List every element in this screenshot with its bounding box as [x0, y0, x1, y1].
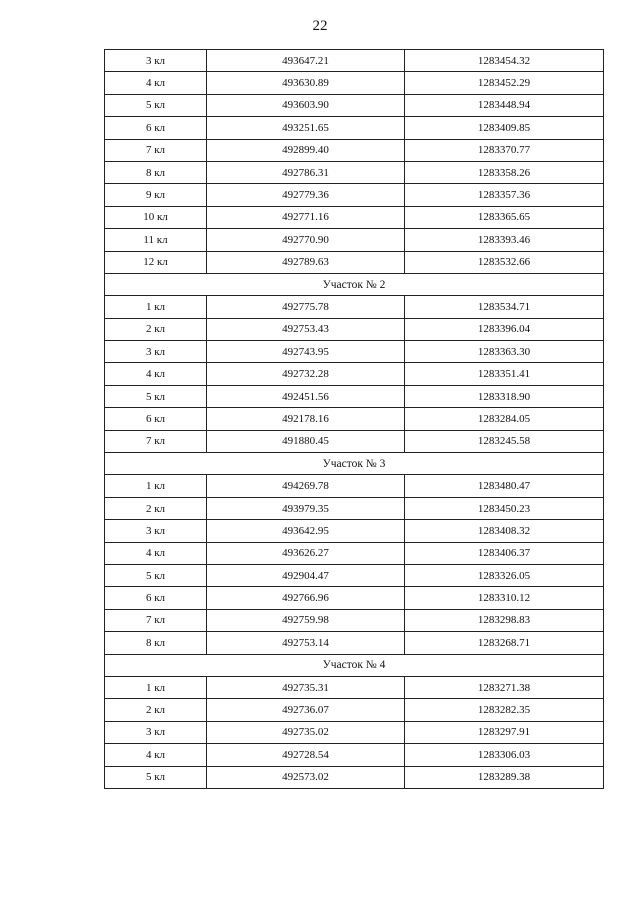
table-row	[105, 699, 604, 721]
x-coordinate-cell: 493603.90	[207, 94, 405, 116]
point-label-cell: 8 кл	[105, 632, 207, 654]
section-title: Участок № 2	[105, 273, 604, 295]
table-row	[105, 341, 604, 363]
x-coordinate-cell: 492759.98	[207, 609, 405, 631]
table-row	[105, 184, 604, 206]
x-coordinate-cell: 492728.54	[207, 744, 405, 766]
table-row	[105, 385, 604, 407]
point-label-cell: 3 кл	[105, 520, 207, 542]
y-coordinate-cell: 1283365.65	[405, 206, 604, 228]
y-coordinate-cell: 1283396.04	[405, 318, 604, 340]
point-label-cell: 6 кл	[105, 587, 207, 609]
point-label-cell: 3 кл	[105, 50, 207, 72]
y-coordinate-cell: 1283358.26	[405, 161, 604, 183]
y-coordinate-cell: 1283282.35	[405, 699, 604, 721]
x-coordinate-cell: 492766.96	[207, 587, 405, 609]
x-coordinate-cell: 492573.02	[207, 766, 405, 788]
x-coordinate-cell: 492899.40	[207, 139, 405, 161]
y-coordinate-cell: 1283297.91	[405, 721, 604, 743]
point-label-cell: 12 кл	[105, 251, 207, 273]
point-label-cell: 3 кл	[105, 341, 207, 363]
table-row	[105, 408, 604, 430]
table-row	[105, 139, 604, 161]
coordinates-table	[104, 49, 604, 789]
x-coordinate-cell: 492771.16	[207, 206, 405, 228]
page-number: 22	[312, 18, 328, 34]
y-coordinate-cell: 1283351.41	[405, 363, 604, 385]
coordinates-table-body	[105, 50, 604, 789]
x-coordinate-cell: 492178.16	[207, 408, 405, 430]
x-coordinate-cell: 492735.02	[207, 721, 405, 743]
y-coordinate-cell: 1283450.23	[405, 497, 604, 519]
x-coordinate-cell: 492735.31	[207, 676, 405, 698]
section-header-row	[105, 654, 604, 676]
point-label-cell: 2 кл	[105, 318, 207, 340]
table-row	[105, 497, 604, 519]
x-coordinate-cell: 494269.78	[207, 475, 405, 497]
x-coordinate-cell: 492786.31	[207, 161, 405, 183]
y-coordinate-cell: 1283409.85	[405, 117, 604, 139]
table-row	[105, 766, 604, 788]
table-row	[105, 721, 604, 743]
point-label-cell: 4 кл	[105, 72, 207, 94]
table-row	[105, 430, 604, 452]
x-coordinate-cell: 492904.47	[207, 564, 405, 586]
point-label-cell: 8 кл	[105, 161, 207, 183]
point-label-cell: 5 кл	[105, 766, 207, 788]
table-row	[105, 609, 604, 631]
y-coordinate-cell: 1283318.90	[405, 385, 604, 407]
x-coordinate-cell: 493251.65	[207, 117, 405, 139]
table-row	[105, 318, 604, 340]
table-row	[105, 564, 604, 586]
point-label-cell: 6 кл	[105, 408, 207, 430]
table-row	[105, 206, 604, 228]
y-coordinate-cell: 1283298.83	[405, 609, 604, 631]
point-label-cell: 4 кл	[105, 363, 207, 385]
x-coordinate-cell: 492775.78	[207, 296, 405, 318]
x-coordinate-cell: 493642.95	[207, 520, 405, 542]
y-coordinate-cell: 1283408.32	[405, 520, 604, 542]
point-label-cell: 2 кл	[105, 497, 207, 519]
point-label-cell: 3 кл	[105, 721, 207, 743]
x-coordinate-cell: 492451.56	[207, 385, 405, 407]
point-label-cell: 5 кл	[105, 564, 207, 586]
point-label-cell: 6 кл	[105, 117, 207, 139]
table-row	[105, 587, 604, 609]
x-coordinate-cell: 493630.89	[207, 72, 405, 94]
y-coordinate-cell: 1283448.94	[405, 94, 604, 116]
y-coordinate-cell: 1283326.05	[405, 564, 604, 586]
table-row	[105, 676, 604, 698]
x-coordinate-cell: 493647.21	[207, 50, 405, 72]
table-row	[105, 475, 604, 497]
y-coordinate-cell: 1283393.46	[405, 229, 604, 251]
y-coordinate-cell: 1283454.32	[405, 50, 604, 72]
x-coordinate-cell: 492779.36	[207, 184, 405, 206]
table-row	[105, 94, 604, 116]
table-row	[105, 72, 604, 94]
y-coordinate-cell: 1283363.30	[405, 341, 604, 363]
table-row	[105, 363, 604, 385]
section-header-row	[105, 453, 604, 475]
y-coordinate-cell: 1283452.29	[405, 72, 604, 94]
table-row	[105, 296, 604, 318]
x-coordinate-cell: 492753.14	[207, 632, 405, 654]
table-row	[105, 632, 604, 654]
y-coordinate-cell: 1283245.58	[405, 430, 604, 452]
y-coordinate-cell: 1283406.37	[405, 542, 604, 564]
x-coordinate-cell: 492736.07	[207, 699, 405, 721]
point-label-cell: 2 кл	[105, 699, 207, 721]
section-header-row	[105, 273, 604, 295]
point-label-cell: 11 кл	[105, 229, 207, 251]
section-title: Участок № 4	[105, 654, 604, 676]
y-coordinate-cell: 1283480.47	[405, 475, 604, 497]
table-row	[105, 520, 604, 542]
point-label-cell: 1 кл	[105, 676, 207, 698]
table-row	[105, 229, 604, 251]
point-label-cell: 7 кл	[105, 139, 207, 161]
x-coordinate-cell: 492743.95	[207, 341, 405, 363]
y-coordinate-cell: 1283532.66	[405, 251, 604, 273]
y-coordinate-cell: 1283357.36	[405, 184, 604, 206]
point-label-cell: 5 кл	[105, 385, 207, 407]
x-coordinate-cell: 491880.45	[207, 430, 405, 452]
x-coordinate-cell: 493979.35	[207, 497, 405, 519]
table-row	[105, 542, 604, 564]
point-label-cell: 1 кл	[105, 475, 207, 497]
point-label-cell: 4 кл	[105, 744, 207, 766]
x-coordinate-cell: 492789.63	[207, 251, 405, 273]
y-coordinate-cell: 1283289.38	[405, 766, 604, 788]
table-row	[105, 161, 604, 183]
section-title: Участок № 3	[105, 453, 604, 475]
x-coordinate-cell: 492753.43	[207, 318, 405, 340]
y-coordinate-cell: 1283370.77	[405, 139, 604, 161]
point-label-cell: 4 кл	[105, 542, 207, 564]
x-coordinate-cell: 492770.90	[207, 229, 405, 251]
table-row	[105, 50, 604, 72]
table-row	[105, 251, 604, 273]
table-row	[105, 744, 604, 766]
point-label-cell: 1 кл	[105, 296, 207, 318]
point-label-cell: 7 кл	[105, 430, 207, 452]
table-row	[105, 117, 604, 139]
x-coordinate-cell: 493626.27	[207, 542, 405, 564]
point-label-cell: 9 кл	[105, 184, 207, 206]
y-coordinate-cell: 1283310.12	[405, 587, 604, 609]
y-coordinate-cell: 1283268.71	[405, 632, 604, 654]
y-coordinate-cell: 1283284.05	[405, 408, 604, 430]
x-coordinate-cell: 492732.28	[207, 363, 405, 385]
point-label-cell: 10 кл	[105, 206, 207, 228]
y-coordinate-cell: 1283271.38	[405, 676, 604, 698]
y-coordinate-cell: 1283306.03	[405, 744, 604, 766]
point-label-cell: 7 кл	[105, 609, 207, 631]
point-label-cell: 5 кл	[105, 94, 207, 116]
y-coordinate-cell: 1283534.71	[405, 296, 604, 318]
